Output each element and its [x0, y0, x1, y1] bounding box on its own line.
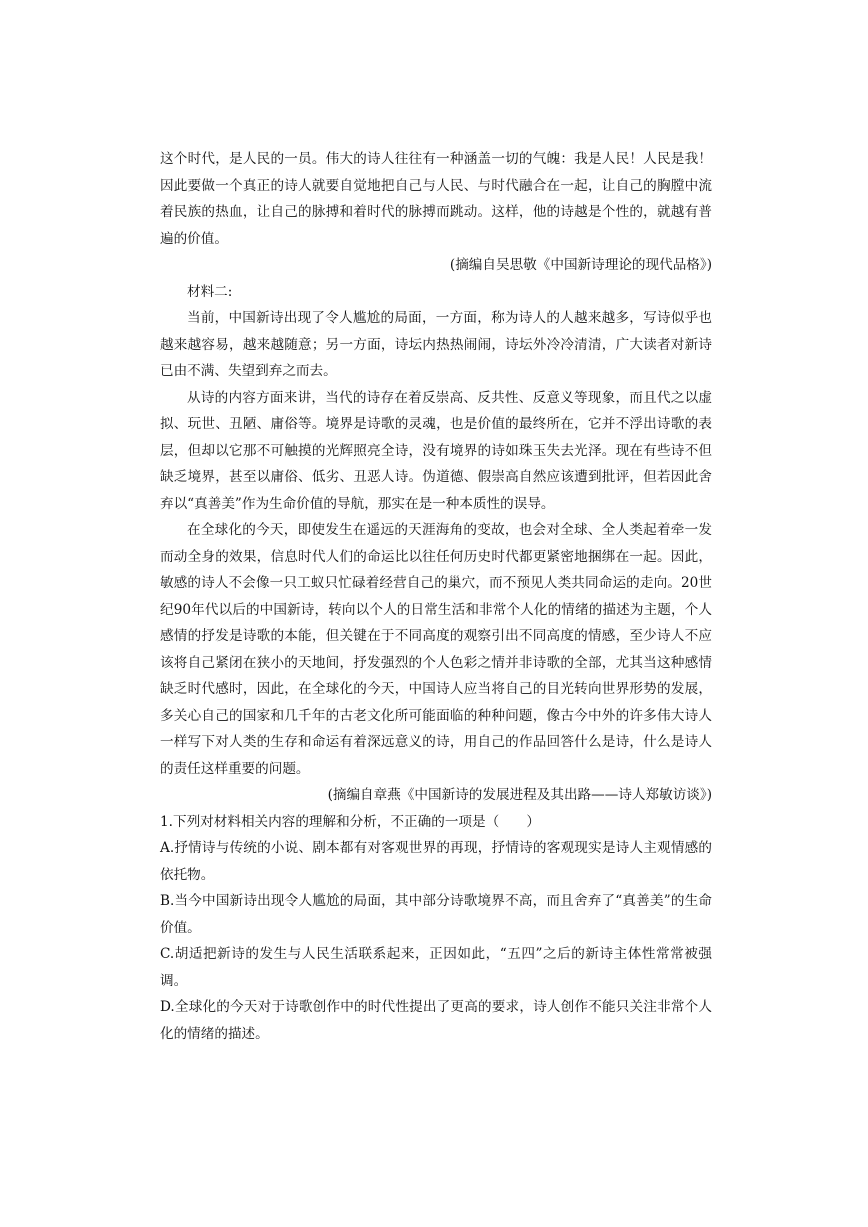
question-1-stem: 1.下列对材料相关内容的理解和分析，不正确的一项是（ ） [160, 813, 540, 830]
question-1-option-c: C.胡适把新诗的发生与人民生活联系起来，正因如此，“五四”之后的新诗主体性常常被强调。 [160, 946, 712, 989]
continued-paragraph: 这个时代，是人民的一员。伟大的诗人往往有一种涵盖一切的气魄：我是人民！人民是我！因此要做一个真正的诗人就要自觉地把自己与人民、与时代融合在一起，让自己的胸膛中流着民族的热血，让自己的脉搏和着时代的脉搏而跳动。这样，他的诗越是个性的，就越有普遍的价值。 [160, 151, 712, 247]
source-citation-2: (摘编自章燕《中国新诗的发展进程及其出路——诗人郑敏访谈》) [327, 787, 712, 803]
question-1-option-b: B.当今中国新诗出现令人尴尬的局面，其中部分诗歌境界不高，而且舍弃了“真善美”的生命价值。 [160, 893, 712, 936]
question-1-option-a: A.抒情诗与传统的小说、剧本都有对客观世界的再现，抒情诗的客观现实是诗人主观情感的依托物。 [160, 840, 712, 883]
material-2-paragraph-3: 在全球化的今天，即使发生在遥远的天涯海角的变故，也会对全球、全人类起着牵一发而动全身的效果，信息时代人们的命运比以往任何历史时代都更紧密地捆绑在一起。因此，敏感的诗人不会像一只工蚁只忙碌着经营自己的巢穴，而不预见人类共同命运的走向。20世纪90年代以后的中国新诗，转向以个人的日常生活和非常个人化的情绪的描述为主题，个人感情的抒发是诗歌的本能，但关键在于不同高度的观察引出不同高度的情感，至少诗人不应该将自己紧闭在狭小的天地间，抒发强烈的个人色彩之情并非诗歌的全部，尤其当这种感情缺乏时代感时，因此，在全球化的今天，中国诗人应当将自己的目光转向世界形势的发展，多关心自己的国家和几千年的古老文化所可能面临的种种问题，像古今中外的许多伟大诗人一样写下对人类的生存和命运有着深远意义的诗，用自己的作品回答什么是诗，什么是诗人的责任这样重要的问题。 [160, 522, 712, 777]
question-1-option-d: D.全球化的今天对于诗歌创作中的时代性提出了更高的要求，诗人创作不能只关注非常个人化的情绪的描述。 [160, 999, 712, 1042]
source-citation-1: (摘编自吴思敬《中国新诗理论的现代品格》) [449, 257, 712, 273]
material-2-label: 材料二: [187, 283, 233, 300]
material-2-paragraph-1: 当前，中国新诗出现了令人尴尬的局面，一方面，称为诗人的人越来越多，写诗似乎也越来越容易，越来越随意；另一方面，诗坛内热热闹闹，诗坛外冷冷清清，广大读者对新诗已由不满、失望到弃之而去。 [160, 310, 712, 379]
material-2-paragraph-2: 从诗的内容方面来讲，当代的诗存在着反崇高、反共性、反意义等现象，而且代之以虚拟、玩世、丑陋、庸俗等。境界是诗歌的灵魂，也是价值的最终所在，它并不浮出诗歌的表层，但却以它那不可触摸的光辉照亮全诗，没有境界的诗如珠玉失去光泽。现在有些诗不但缺乏境界，甚至以庸俗、低劣、丑恶人诗。伪道德、假崇高自然应该遭到批评，但若因此舍弃以“真善美”作为生命价值的导航，那实在是一种本质性的误导。 [160, 389, 712, 512]
exam-page [160, 146, 712, 1047]
